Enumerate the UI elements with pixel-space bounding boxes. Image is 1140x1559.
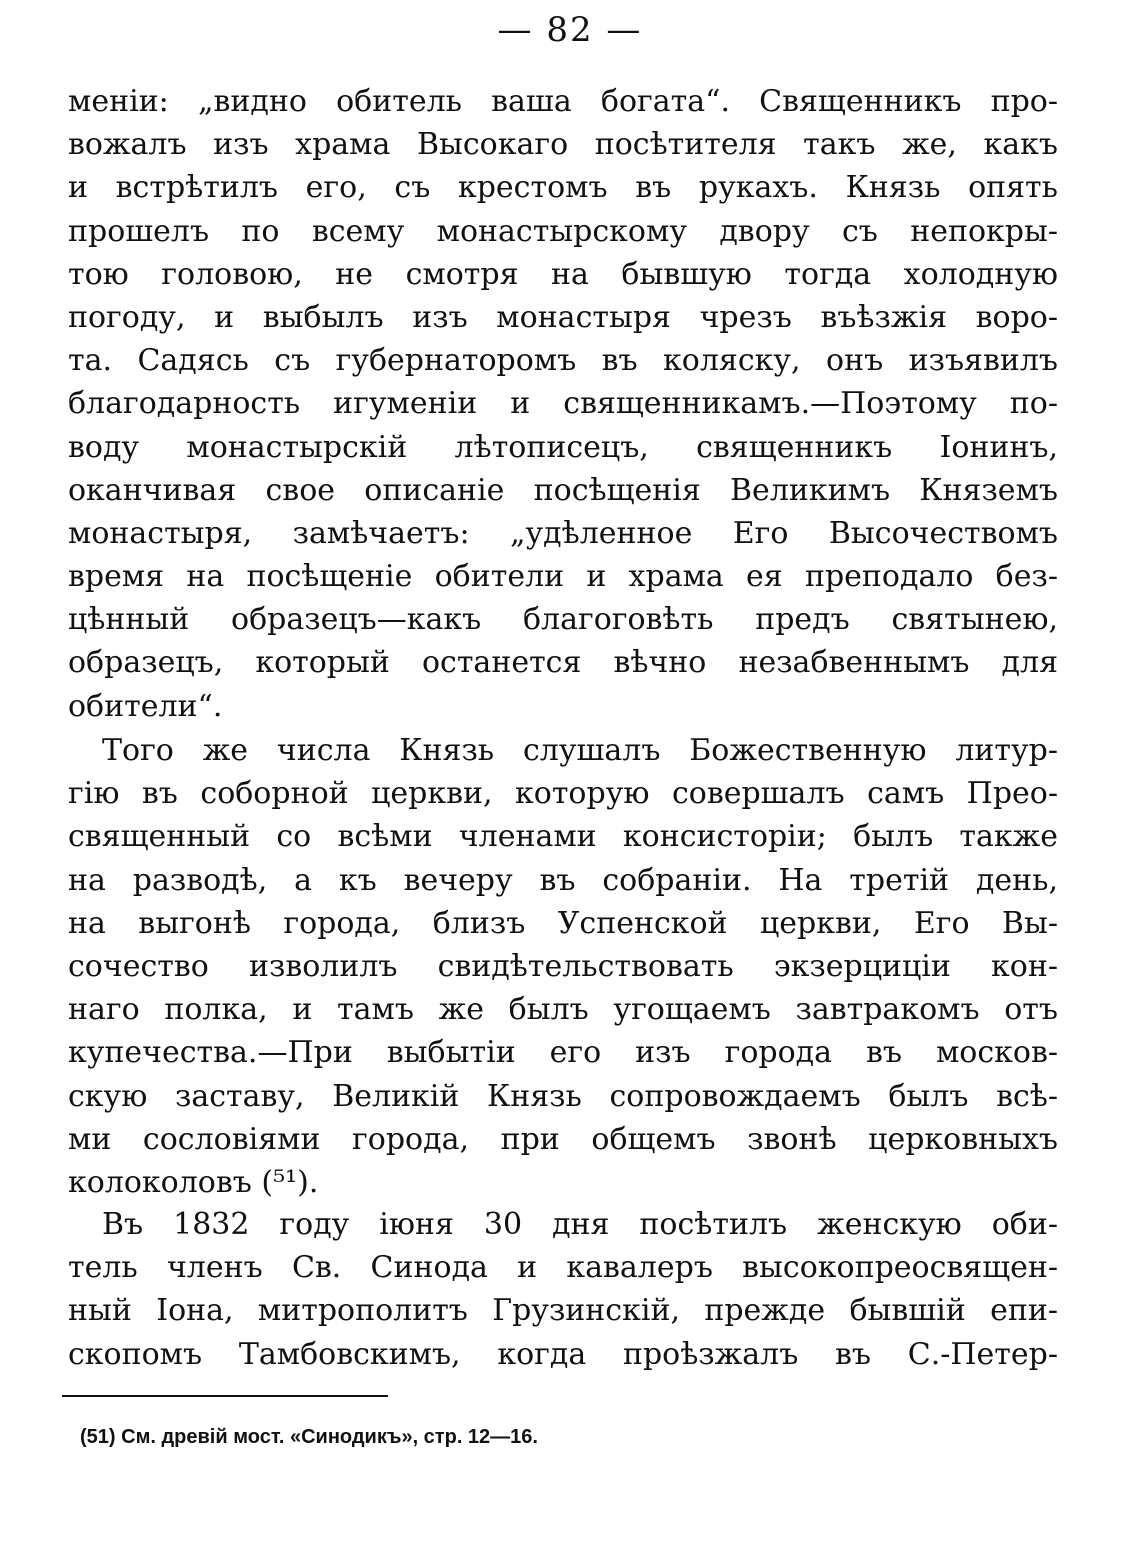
- text-line: ный Іона, митрополитъ Грузинскій, прежде бывшій епи-: [68, 1293, 1058, 1329]
- text-line: колоколовъ (⁵¹).: [68, 1164, 319, 1200]
- text-line: та. Садясь съ губернаторомъ въ коляску, онъ изъявилъ: [68, 343, 1058, 379]
- text-line: на разводѣ, а къ вечеру въ собраніи. На третій день,: [68, 862, 1058, 898]
- footnote-divider: [62, 1395, 388, 1397]
- text-line: сочество изволилъ свидѣтельствовать экзерциціи кон-: [68, 948, 1058, 984]
- text-line: прошелъ по всему монастырскому двору съ непокры-: [68, 213, 1058, 249]
- text-line: скопомъ Тамбовскимъ, когда проѣзжалъ въ С.-Петер-: [68, 1336, 1058, 1372]
- text-line: образецъ, который останется вѣчно незабвеннымъ для: [68, 645, 1058, 681]
- page-number: — 82 —: [497, 10, 643, 50]
- text-line: благодарность игуменіи и священникамъ.—Поэтому по-: [68, 386, 1058, 422]
- text-line: и встрѣтилъ его, съ крестомъ въ рукахъ. Князь опять: [68, 170, 1058, 206]
- paragraph-2: [68, 729, 1058, 1204]
- text-line: монастыря, замѣчаетъ: „удѣленное Его Высочествомъ: [68, 515, 1058, 551]
- text-line: Въ 1832 году іюня 30 дня посѣтилъ женскую оби-: [102, 1207, 1058, 1242]
- text-line: погоду, и выбылъ изъ монастыря чрезъ въѣзжія воро-: [68, 299, 1058, 335]
- text-line: купечества.—При выбытіи его изъ города въ москов-: [68, 1035, 1058, 1071]
- text-line: обители“.: [68, 688, 223, 724]
- footnote: (51) См. древій мост. «Синодикъ», стр. 12—16.: [80, 1426, 538, 1448]
- paragraph-1: [68, 80, 1058, 728]
- text-line: гію въ соборной церкви, которую совершалъ самъ Прео-: [68, 776, 1058, 812]
- text-line: время на посѣщеніе обители и храма ея преподало без-: [68, 559, 1058, 595]
- text-line: тою головою, не смотря на бывшую тогда холодную: [68, 256, 1058, 292]
- text-line: воду монастырскій лѣтописецъ, священникъ Іонинъ,: [68, 429, 1058, 465]
- text-line: наго полка, и тамъ же былъ угощаемъ завтракомъ отъ: [68, 992, 1058, 1028]
- text-line: на выгонѣ города, близъ Успенской церкви, Его Вы-: [68, 905, 1058, 941]
- text-line: цѣнный образецъ—какъ благоговѣть предъ святынею,: [68, 602, 1058, 638]
- text-line: Того же числа Князь слушалъ Божественную литур-: [102, 733, 1058, 768]
- text-line: скую заставу, Великій Князь сопровождаемъ былъ всѣ-: [68, 1078, 1058, 1114]
- text-line: оканчивая свое описаніе посѣщенія Великимъ Княземъ: [68, 472, 1058, 508]
- text-line: меніи: „видно обитель ваша богата“. Священникъ про-: [68, 84, 1058, 119]
- text-line: ми сословіями города, при общемъ звонѣ церковныхъ: [68, 1121, 1058, 1157]
- paragraph-3: [68, 1203, 1058, 1376]
- text-line: вожалъ изъ храма Высокаго посѣтителя такъ же, какъ: [68, 127, 1058, 163]
- text-line: священный со всѣми членами консисторіи; былъ также: [68, 819, 1058, 855]
- text-line: тель членъ Св. Синода и кавалеръ высокопреосвящен-: [68, 1250, 1058, 1286]
